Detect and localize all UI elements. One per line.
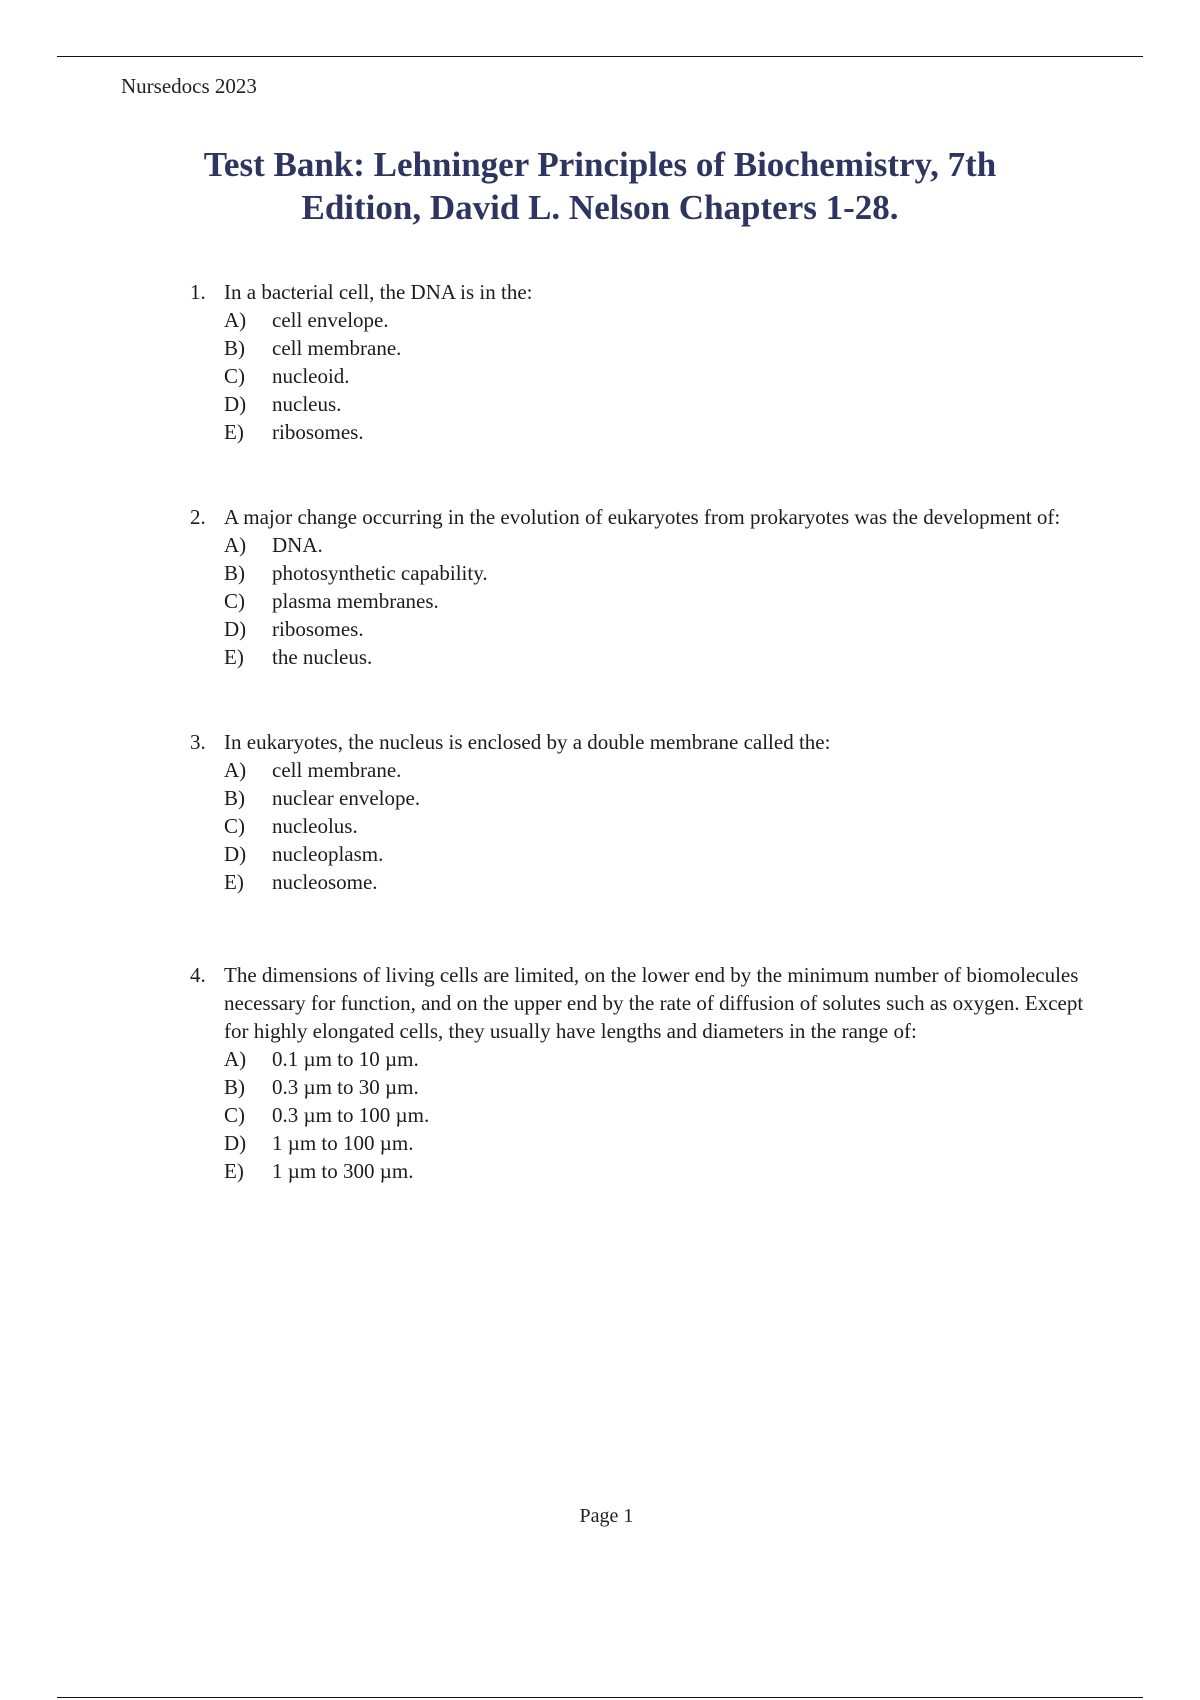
option-text: photosynthetic capability. [272,561,488,585]
option-letter: B) [224,786,245,810]
question-number: 4. [190,963,206,987]
page-number: Page 1 [579,1505,634,1527]
option-text: cell membrane. [272,758,402,782]
answer-option [224,840,1090,868]
option-letter: D) [224,842,247,866]
document-title-line-2: Edition, David L. Nelson Chapters 1-28. [301,188,899,227]
option-letter: E) [224,645,244,669]
option-letter: C) [224,589,245,613]
document-title [150,143,1050,229]
top-rule [57,56,1143,57]
option-letter: D) [224,617,247,641]
option-text: cell membrane. [272,336,402,360]
answer-option [224,1045,1090,1073]
option-text: DNA. [272,533,323,557]
question-2 [190,503,1090,671]
option-text: nucleosome. [272,870,378,894]
bottom-rule [57,1697,1143,1698]
option-text: ribosomes. [272,617,364,641]
option-text: 0.1 µm to 10 µm. [272,1047,419,1071]
option-text: 0.3 µm to 100 µm. [272,1103,430,1127]
answer-option [224,1073,1090,1101]
option-text: the nucleus. [272,645,373,669]
answer-option [224,334,1090,362]
answer-option [224,1101,1090,1129]
question-stem: In a bacterial cell, the DNA is in the: [224,280,533,304]
option-text: plasma membranes. [272,589,439,613]
answer-option [224,587,1090,615]
option-letter: B) [224,336,245,360]
option-letter: A) [224,758,247,782]
question-list [190,278,1090,1185]
option-text: 1 µm to 300 µm. [272,1159,414,1183]
option-letter: C) [224,1103,245,1127]
answer-option [224,362,1090,390]
question-1 [190,278,1090,446]
question-4 [190,961,1090,1185]
answer-option [224,868,1090,896]
option-letter: E) [224,420,244,444]
option-letter: A) [224,308,247,332]
answer-option [224,306,1090,334]
answer-option [224,812,1090,840]
option-text: ribosomes. [272,420,364,444]
option-text: 0.3 µm to 30 µm. [272,1075,419,1099]
answer-option [224,1157,1090,1185]
question-stem: A major change occurring in the evolution of eukaryotes from prokaryotes was the development of: [224,505,1061,529]
option-letter: A) [224,1047,247,1071]
option-text: cell envelope. [272,308,389,332]
option-letter: C) [224,814,245,838]
option-text: nuclear envelope. [272,786,421,810]
answer-option [224,531,1090,559]
document-header: Nursedocs 2023 [121,74,257,98]
option-letter: A) [224,533,247,557]
answer-option [224,615,1090,643]
option-letter: D) [224,1131,247,1155]
answer-options [224,306,1090,446]
answer-option [224,390,1090,418]
document-title-line-1: Test Bank: Lehninger Principles of Biochemistry, 7th [203,145,997,184]
answer-option [224,559,1090,587]
option-letter: E) [224,870,244,894]
question-number: 2. [190,505,206,529]
answer-option [224,643,1090,671]
answer-options [224,1045,1090,1185]
question-stem: The dimensions of living cells are limited, on the lower end by the minimum number of biomolecules necessary for function, and on the upper end by the rate of diffusion of solutes such as oxygen. Except for highly elongated cells, they usually have lengths and diameters in the range of: [224,963,1084,1043]
answer-option [224,418,1090,446]
option-text: nucleus. [272,392,342,416]
option-letter: C) [224,364,245,388]
question-number: 1. [190,280,206,304]
answer-options [224,531,1090,671]
option-text: nucleoid. [272,364,350,388]
option-letter: B) [224,1075,245,1099]
answer-option [224,756,1090,784]
option-letter: E) [224,1159,244,1183]
question-stem: In eukaryotes, the nucleus is enclosed by a double membrane called the: [224,730,831,754]
question-3 [190,728,1090,896]
option-text: nucleolus. [272,814,358,838]
answer-options [224,756,1090,896]
option-letter: B) [224,561,245,585]
option-text: nucleoplasm. [272,842,384,866]
option-text: 1 µm to 100 µm. [272,1131,414,1155]
answer-option [224,784,1090,812]
option-letter: D) [224,392,247,416]
question-number: 3. [190,730,206,754]
answer-option [224,1129,1090,1157]
